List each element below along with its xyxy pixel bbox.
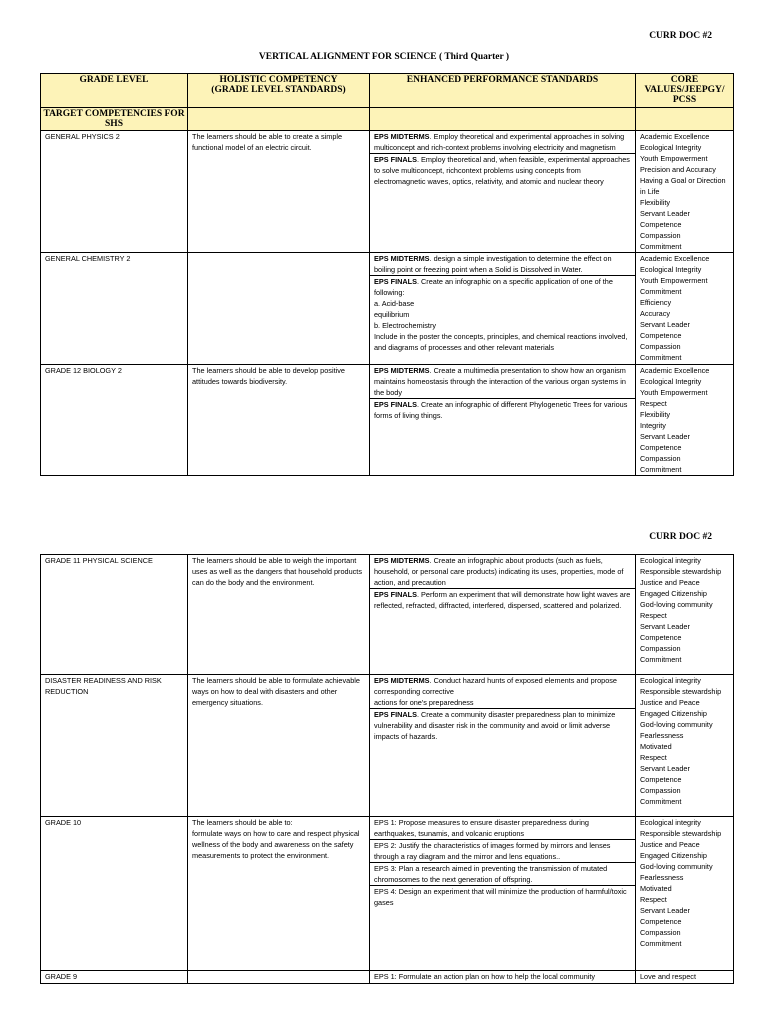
eps-prefix: EPS FINALS [374, 590, 417, 599]
grade-level-cell: GRADE 10 [41, 817, 188, 971]
eps-prefix: EPS FINALS [374, 277, 417, 286]
eps-block [370, 399, 635, 421]
doc-number-bottom: CURR DOC #2 [649, 532, 712, 542]
eps-block [370, 817, 635, 840]
holistic-cell: The learners should be able to formulate achievable ways on how to deal with disasters and other emergency situations. [188, 675, 370, 817]
alignment-table-top [40, 73, 734, 476]
eps-text: . Create an infographic of different Phylogenetic Trees for various forms of living things. [374, 400, 628, 420]
eps-block [370, 840, 635, 863]
header-empty [636, 108, 734, 131]
eps-prefix: EPS FINALS [374, 155, 417, 164]
eps-text: . Conduct hazard hunts of exposed elements and propose corresponding corrective actions for one's preparedness [374, 676, 617, 707]
header-holistic-line2: (GRADE LEVEL STANDARDS) [211, 85, 346, 95]
eps-block [370, 131, 635, 154]
eps-text: EPS 1: Formulate an action plan on how to help the local community [374, 972, 596, 981]
document-title: VERTICAL ALIGNMENT FOR SCIENCE ( Third Quarter ) [258, 52, 510, 62]
core-values-cell: Academic Excellence Ecological Integrity Youth Empowerment Respect Flexibility Integrity Servant Leader Competence Compassion Commitment [636, 365, 734, 476]
core-values-cell: Ecological integrity Responsible stewardship Justice and Peace Engaged Citizenship God-loving community Fearlessness Motivated Respect Servant Leader Competence Compassion Commitment [636, 817, 734, 971]
eps-text: EPS 2: Justify the characteristics of images formed by mirrors and lenses through a ray diagram and the mirror and lens equations.. [374, 841, 611, 861]
eps-cell [370, 365, 636, 476]
eps-prefix: EPS FINALS [374, 400, 417, 409]
eps-prefix: EPS FINALS [374, 710, 417, 719]
header-empty [370, 108, 636, 131]
grade-level-cell: GENERAL PHYSICS 2 [41, 131, 188, 253]
header-target-competencies: TARGET COMPETENCIES FOR SHS [41, 108, 188, 131]
eps-text: . Create an infographic about products (such as fuels, household, or personal care products) indicating its uses, properties, mode of action, and precaution [374, 556, 624, 587]
table-row [41, 675, 734, 817]
eps-block [370, 365, 635, 399]
eps-block [370, 863, 635, 886]
grade-level-cell: GRADE 11 PHYSICAL SCIENCE [41, 555, 188, 675]
eps-text: EPS 4: Design an experiment that will minimize the production of harmful/toxic gases [374, 887, 627, 907]
holistic-cell [188, 971, 370, 984]
eps-text: EPS 3: Plan a research aimed in preventing the transmission of mutated chromosomes to the next generation of offspring. [374, 864, 608, 884]
grade-level-cell: GENERAL CHEMISTRY 2 [41, 253, 188, 365]
eps-cell [370, 131, 636, 253]
core-values-cell: Academic Excellence Ecological Integrity Youth Empowerment Precision and Accuracy Having a Goal or Direction in Life Flexibility Servant Leader Competence Compassion Commitment [636, 131, 734, 253]
header-grade-level: GRADE LEVEL [41, 74, 188, 108]
eps-block [370, 154, 635, 187]
eps-prefix: EPS MIDTERMS [374, 366, 430, 375]
eps-prefix: EPS MIDTERMS [374, 254, 430, 263]
eps-block [370, 555, 635, 589]
eps-block [370, 589, 635, 611]
core-values-cell: Ecological integrity Responsible stewardship Justice and Peace Engaged Citizenship God-loving community Respect Servant Leader Competence Compassion Commitment [636, 555, 734, 675]
header-holistic-line1: HOLISTIC COMPETENCY [219, 75, 338, 85]
core-values-cell: Love and respect [636, 971, 734, 984]
eps-text: . Perform an experiment that will demonstrate how light waves are reflected, refracted, diffracted, interfered, dispersed, scattered and polarized. [374, 590, 631, 610]
eps-block [370, 886, 635, 908]
eps-block [370, 709, 635, 742]
table-row [41, 253, 734, 365]
eps-cell [370, 817, 636, 971]
grade-level-cell: GRADE 9 [41, 971, 188, 984]
holistic-cell: The learners should be able to: formulate ways on how to care and respect physical wellness of the body and awareness on the safety measurements to protect the environment. [188, 817, 370, 971]
table-row [41, 555, 734, 675]
eps-text: . design a simple investigation to determine the effect on boiling point or freezing point when a Solid is Dissolved in Water. [374, 254, 612, 274]
eps-text: . Employ theoretical and, when feasible, experimental approaches to solve multiconcept, richcontext problems using concepts from electromagnetic waves, optics, relativity, and atomic and nuclear theory [374, 155, 630, 186]
eps-cell [370, 675, 636, 817]
header-empty [188, 108, 370, 131]
header-eps: ENHANCED PERFORMANCE STANDARDS [370, 74, 636, 108]
eps-text: . Create an infographic on a specific application of one of the following: a. Acid-base equilibrium b. Electrochemistry Include in the poster the concepts, principles, and chemical reactions involved, and diagrams of processes and other relevant materials [374, 277, 628, 352]
grade-level-cell: GRADE 12 BIOLOGY 2 [41, 365, 188, 476]
eps-cell [370, 253, 636, 365]
eps-block [370, 253, 635, 276]
eps-cell [370, 971, 636, 984]
alignment-table-bottom [40, 554, 734, 984]
holistic-cell: The learners should be able to create a simple functional model of an electric circuit. [188, 131, 370, 253]
eps-text: EPS 1: Propose measures to ensure disaster preparedness during earthquakes, tsunamis, and volcanic eruptions [374, 818, 589, 838]
eps-block [370, 276, 635, 353]
core-values-cell: Academic Excellence Ecological Integrity Youth Empowerment Commitment Efficiency Accuracy Servant Leader Competence Compassion Commitment [636, 253, 734, 365]
table-row [41, 817, 734, 971]
holistic-cell: The learners should be able to develop positive attitudes towards biodiversity. [188, 365, 370, 476]
header-holistic [188, 74, 370, 108]
core-values-cell: Ecological integrity Responsible stewardship Justice and Peace Engaged Citizenship God-loving community Fearlessness Motivated Respect Servant Leader Competence Compassion Commitment [636, 675, 734, 817]
table-row [41, 971, 734, 984]
eps-text: . Create a multimedia presentation to show how an organism maintains homeostasis through the interaction of the various organ systems in the body [374, 366, 626, 397]
header-core-values: CORE VALUES/JEEPGY/ PCSS [636, 74, 734, 108]
grade-level-cell: DISASTER READINESS AND RISK REDUCTION [41, 675, 188, 817]
eps-cell [370, 555, 636, 675]
eps-prefix: EPS MIDTERMS [374, 132, 430, 141]
holistic-cell [188, 253, 370, 365]
doc-number-top: CURR DOC #2 [649, 31, 712, 41]
eps-prefix: EPS MIDTERMS [374, 556, 430, 565]
eps-prefix: EPS MIDTERMS [374, 676, 430, 685]
table-row [41, 131, 734, 253]
eps-text: . Create a community disaster preparedness plan to minimize vulnerability and disaster risk in the community and avoid or limit adverse impacts of hazards. [374, 710, 616, 741]
eps-block [370, 675, 635, 709]
eps-block [370, 971, 635, 982]
table-row [41, 365, 734, 476]
holistic-cell: The learners should be able to weigh the important uses as well as the dangers that household products can do the body and the environment. [188, 555, 370, 675]
eps-text: . Employ theoretical and experimental approaches in solving multiconcept and rich-context problems involving electricity and magnetism [374, 132, 625, 152]
